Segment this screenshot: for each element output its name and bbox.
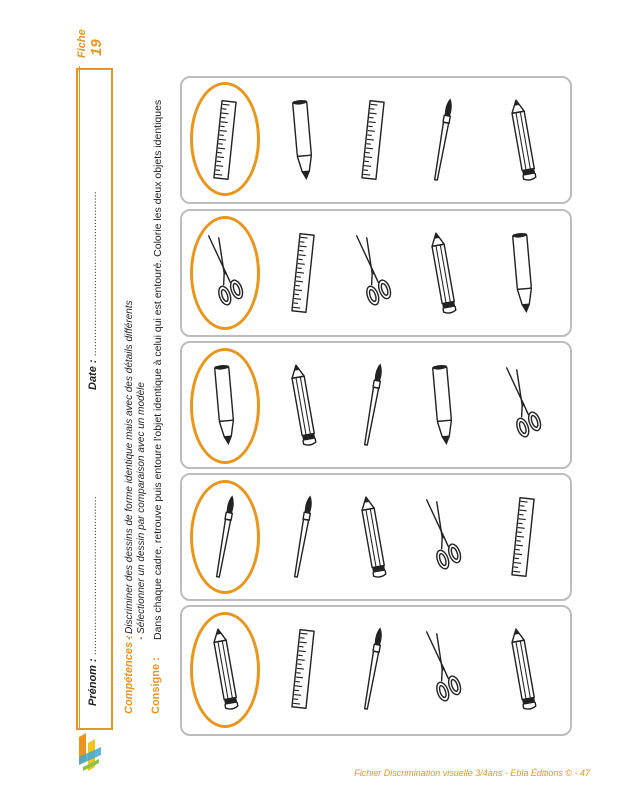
competence-item: - Sélectionner un dessin par comparaison avec un modèle: [136, 382, 147, 640]
prenom-label: Prénom :: [87, 658, 99, 706]
date-dots: ......................................................: [87, 191, 99, 357]
scissors-icon[interactable]: [500, 361, 546, 449]
consigne-text: Dans chaque cadre, retrouve puis entoure l'objet identique à celui qui est entouré. Colorie les deux objets identiques: [152, 99, 164, 640]
competence-item: - Discriminer des dessins de forme identique mais avec des détails différents: [124, 300, 135, 640]
ruler-icon[interactable]: [500, 493, 546, 581]
date-field[interactable]: [87, 191, 99, 390]
pencil-icon[interactable]: [202, 625, 248, 713]
prenom-dots: ....................................................: [87, 496, 99, 656]
ruler-icon[interactable]: [280, 229, 326, 317]
pencil-icon[interactable]: [420, 229, 466, 317]
pencil-icon[interactable]: [500, 625, 546, 713]
scissors-icon[interactable]: [202, 229, 248, 317]
pencil-icon[interactable]: [350, 493, 396, 581]
ruler-icon[interactable]: [350, 96, 396, 184]
marker-icon[interactable]: [420, 361, 466, 449]
scissors-icon[interactable]: [420, 493, 466, 581]
ruler-icon[interactable]: [202, 96, 248, 184]
date-label: Date :: [87, 359, 99, 390]
brush-icon[interactable]: [350, 625, 396, 713]
scissors-icon[interactable]: [420, 625, 466, 713]
brush-icon[interactable]: [202, 493, 248, 581]
competences-label: Compétences :: [123, 635, 135, 714]
fiche-label: Fiche: [76, 29, 88, 58]
pencil-icon[interactable]: [280, 361, 326, 449]
brush-icon[interactable]: [420, 96, 466, 184]
fiche-number: 19: [88, 39, 105, 56]
brush-icon[interactable]: [280, 493, 326, 581]
marker-icon[interactable]: [202, 361, 248, 449]
scissors-icon[interactable]: [350, 229, 396, 317]
pencil-icon[interactable]: [500, 96, 546, 184]
consigne-label: Consigne :: [150, 657, 162, 714]
marker-icon[interactable]: [500, 229, 546, 317]
prenom-field[interactable]: [87, 496, 99, 706]
marker-icon[interactable]: [280, 96, 326, 184]
ruler-icon[interactable]: [280, 625, 326, 713]
brush-icon[interactable]: [350, 361, 396, 449]
publisher-logo: [77, 733, 103, 773]
footer-credit: Fichier Discrimination visuelle 3/4ans - Ebla Éditions © - 47: [354, 768, 590, 778]
